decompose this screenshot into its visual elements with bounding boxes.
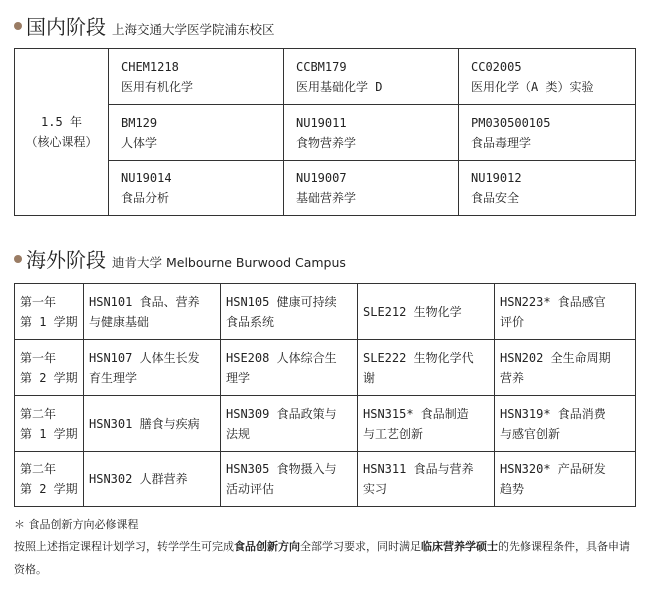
course-name: 医用化学（A 类）实验 (471, 79, 594, 94)
course-line: HSN107 人体生长发 (89, 350, 200, 365)
course-cell (358, 340, 495, 396)
course-cell (495, 340, 636, 396)
course-cell (109, 49, 284, 105)
domestic-subtitle: 上海交通大学医学院浦东校区 (112, 22, 275, 37)
course-cell (221, 284, 358, 340)
course-line: HSN319* 食品消费 (500, 406, 606, 421)
term-year: 第二年 (20, 406, 57, 421)
course-code: BM129 (121, 115, 158, 130)
course-name: 基础营养学 (296, 191, 357, 205)
course-line: 实习 (363, 482, 388, 496)
course-cell (221, 340, 358, 396)
course-line: 活动评估 (226, 482, 275, 496)
course-line: SLE212 生物化学 (363, 304, 462, 319)
term-cell (15, 340, 84, 396)
paragraph-text: 按照上述指定课程计划学习，转学学生可完成 (14, 540, 234, 553)
course-cell (84, 452, 221, 507)
course-line: SLE222 生物化学代 (363, 350, 474, 365)
course-cell (358, 452, 495, 507)
term-cell (15, 452, 84, 507)
course-cell (459, 49, 636, 105)
domestic-title: 国内阶段 (26, 15, 106, 39)
period-duration: 1.5 年 (41, 115, 82, 129)
paragraph-emphasis: 食品创新方向 (234, 540, 300, 553)
course-line: 育生理学 (89, 370, 138, 385)
bullet-icon (14, 255, 22, 263)
course-line: HSN315* 食品制造 (363, 406, 469, 421)
course-cell (84, 340, 221, 396)
course-line: 食品系统 (226, 314, 275, 329)
course-line: HSN309 食品政策与 (226, 406, 337, 421)
course-line: HSN302 人群营养 (89, 472, 188, 486)
course-cell (84, 396, 221, 452)
course-code: CCBM179 (296, 59, 347, 74)
course-cell (495, 452, 636, 507)
course-cell (221, 396, 358, 452)
course-cell (284, 161, 459, 216)
course-line: HSN301 膳食与疾病 (89, 416, 200, 431)
course-line: 与工艺创新 (363, 426, 424, 441)
overseas-section-header (14, 244, 346, 273)
term-semester: 第 2 学期 (20, 482, 78, 496)
eligibility-paragraph (14, 535, 644, 581)
paragraph-text: 全部学习要求，同时满足 (300, 540, 421, 553)
course-name: 人体学 (121, 135, 158, 150)
course-code: NU19011 (296, 115, 347, 130)
bullet-icon (14, 22, 22, 30)
course-line: 与健康基础 (89, 314, 150, 329)
course-line: HSN311 食品与营养 (363, 462, 474, 476)
course-line: HSN305 食物摄入与 (226, 462, 337, 476)
course-line: 理学 (226, 370, 251, 385)
course-line: HSN223* 食品感官 (500, 294, 606, 309)
course-name: 食品安全 (471, 191, 520, 205)
course-line: 法规 (226, 426, 251, 441)
course-name: 医用有机化学 (121, 79, 194, 94)
course-line: HSN320* 产品研发 (500, 462, 606, 476)
course-cell (358, 396, 495, 452)
course-cell (459, 161, 636, 216)
term-cell (15, 284, 84, 340)
course-line: 营养 (500, 370, 525, 385)
course-line: 与感官创新 (500, 426, 561, 441)
course-line: HSN105 健康可持续 (226, 294, 337, 309)
course-name: 医用基础化学 D (296, 79, 383, 94)
overseas-subtitle: 迪肯大学 Melbourne Burwood Campus (112, 255, 346, 270)
course-name: 食品分析 (121, 191, 170, 205)
course-cell (459, 105, 636, 161)
course-cell (358, 284, 495, 340)
course-name: 食物营养学 (296, 135, 357, 150)
paragraph-text: 的先修课程条件，具备申请 (498, 540, 630, 553)
course-code: NU19012 (471, 171, 522, 185)
term-semester: 第 2 学期 (20, 370, 78, 385)
course-code: NU19014 (121, 171, 172, 185)
overseas-course-table (14, 283, 636, 507)
course-cell (495, 396, 636, 452)
course-line: HSN101 食品、营养 (89, 294, 200, 309)
period-note: （核心课程） (25, 135, 98, 149)
course-cell (284, 49, 459, 105)
footnote: ＊ 食品创新方向必修课程 (14, 518, 139, 531)
course-line: HSE208 人体综合生 (226, 350, 337, 365)
course-code: NU19007 (296, 171, 347, 185)
term-semester: 第 1 学期 (20, 426, 78, 441)
course-code: CC02005 (471, 59, 522, 74)
course-line: 谢 (363, 370, 376, 385)
term-year: 第一年 (20, 294, 57, 309)
course-name: 食品毒理学 (471, 135, 532, 150)
course-line: HSN202 全生命周期 (500, 350, 611, 365)
course-cell (84, 284, 221, 340)
term-semester: 第 1 学期 (20, 314, 78, 329)
overseas-title: 海外阶段 (26, 248, 106, 272)
course-cell (109, 161, 284, 216)
domestic-course-table (14, 48, 636, 216)
course-cell (221, 452, 358, 507)
course-code: CHEM1218 (121, 59, 179, 74)
course-cell (495, 284, 636, 340)
term-year: 第一年 (20, 350, 57, 365)
term-cell (15, 396, 84, 452)
paragraph-emphasis: 临床营养学硕士 (421, 540, 498, 553)
period-cell (15, 49, 109, 216)
course-line: 趋势 (500, 482, 525, 496)
course-line: 评价 (500, 314, 525, 329)
paragraph-text: 资格。 (14, 563, 47, 576)
course-cell (284, 105, 459, 161)
course-code: PM030500105 (471, 115, 551, 130)
course-cell (109, 105, 284, 161)
domestic-section-header (14, 11, 275, 40)
term-year: 第二年 (20, 462, 57, 476)
